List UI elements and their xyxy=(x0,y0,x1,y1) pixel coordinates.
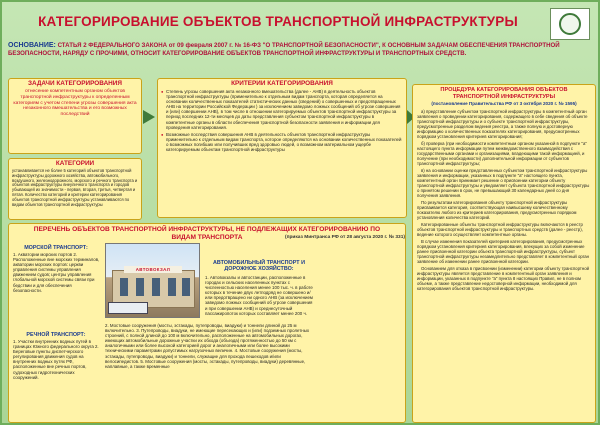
basis-block xyxy=(8,42,596,74)
criteria-list xyxy=(158,88,406,155)
sea-text: 1. Акватории морских портов 2. Расположенные вне морских терминалов, акватории морских портов: церкви управления системы управления движением судов; центры управления глобальной морской системы связи при бедствии и для обеспечения безопасности. xyxy=(13,252,100,293)
non-categorized-header: ПЕРЕЧЕНЬ ОБЪЕКТОВ ТРАНСПОРТНОЙ ИНФРАСТРУКТУРЫ, НЕ ПОДЛЕЖАЩИХ КАТЕГОРИРОВАНИЮ ПО ВИДАМ ТРАНСПОРТА xyxy=(33,226,381,241)
basis-lead: ОСНОВАНИЕ: xyxy=(8,42,56,49)
order-reference: (приказ Минтранса РФ от 28 августа 2020 г. № 331) xyxy=(284,235,405,240)
window-shape xyxy=(182,278,190,296)
basis-text: СТАТЬЯ 2 ФЕДЕРАЛЬНОГО ЗАКОНА от 09 февраля 2007 г. № 16-ФЗ "О ТРАНСПОРТНОЙ БЕЗОПАСНОСТИ", К ОСНОВНЫМ ЗАДАЧАМ ОБЕСПЕЧЕНИЯ ТРАНСПОРТНОЙ БЕЗОПАСНОСТИ, НАРЯДУ С ПРОЧИМИ, ОТНОСИТ КАТЕГОРИРОВАНИЕ ОБЪЕКТОВ ТРАНСПОРТНОЙ ИНФРАСТРУКТУРЫ И ТРАНСПОРТНЫХ СРЕДСТВ. xyxy=(8,42,560,57)
window-shape xyxy=(120,278,128,296)
categories-text: устанавливается не более 5 категорий объектов транспортной инфраструктуры дорожного хозяйства, автомобильного, воздушного, железнодорожного, морского и речного транспорта и объектов инфраструктуры внеуличного транспорта и городов убывающей их значимости - первая, вторая, третья, четвертая и пятая. Количество категорий и критерии категорирования объектов транспортной инфраструктуры устанавливаются по видам объектов транспортной инфраструктуры xyxy=(12,168,138,207)
tasks-text: отнесение компетентным органом объектов транспортной инфраструктуры к определенным категориям с учетом степени угрозы совершения акта незаконного вмешательства и его возможных последствий xyxy=(13,89,137,118)
categories-box xyxy=(8,158,142,220)
procedure-paragraph: Категорированные объекты транспортной инфраструктуры включаются в реестр объектов транспортной инфраструктуры и транспортных средств (далее - реестр), ведение которого осуществляет компетентные органы. xyxy=(417,222,583,238)
criteria-item: ● Возможные последствия совершения АНВ в деятельность объектов транспортной инфраструктуры применительно к отдельным видам транспорта, которое определяются на основании количественных показателей о возможных погибших или получивших вред здоровью людей, о возможном материальном ущербе категорируемым объектам транспортной инфраструктуры xyxy=(161,132,403,152)
window-shape xyxy=(168,278,176,296)
procedure-paragraph: Основанием для отказа в присвоении (изменении) категории объекту транспортной инфраструктуры является представление в компетентный орган заявления и информации, указанных в подпункте "а" пункта 8 настоящих Правил, не в полном объеме, а также представление недостоверной информации, необходимой для категорирования объектов транспортной инфраструктуры. xyxy=(417,266,589,292)
procedure-paragraph: в) на основании оценки представленных субъектом транспортной инфраструктуры заявления и информации, указанных в подпункте "а" настоящего пункта, компетентный орган принимает решение о присвоении категории объекту транспортной инфраструктуры и уведомляет субъекта транспортной инфраструктуры о принятом решении в срок, не превышающий 30 календарных дней со дня получения заявления. xyxy=(417,168,590,199)
procedure-paragraph: б) проверка (при необходимости компетентным органом указанной в подпункте "а" настоящего пункта информации путем межведомственного взаимодействия с государственными органами и организациями, владеющими такой информацией, и получение (при необходимости) дополнительной информации от субъектов транспортной инфраструктуры; xyxy=(417,141,587,167)
procedure-box xyxy=(412,84,596,423)
criteria-header: КРИТЕРИИ КАТЕГОРИРОВАНИЯ xyxy=(231,80,333,87)
criteria-item: ● Степень угрозы совершения акта незаконного вмешательства (далее - АНВ) в деятельность объектов транспортной инфраструктуры (применительно к отдельным видам транспорта, которая определяется на основании количественных показателей статистических данных (сведений) о совершенных и предотвращенных АНВ на территории Российской Федерации ) за исключением заведомо ложных сообщений об угрозе совершения и (или) совершении АНВ), в том числе в отношении категорируемых объектов транспортной инфраструктуры за период последних 12-ти месяцев до даты представления субъектом транспортной инфраструктуры в компетентные органы в области обеспечения транспортной безопасности заявления и информации для проведения категорирования. xyxy=(161,89,403,130)
auto-header: АВТОМОБИЛЬНЫЙ ТРАНСПОРТ И ДОРОЖНОЕ ХОЗЯЙСТВО: xyxy=(213,260,305,273)
bus-station-photo xyxy=(105,243,200,318)
logo xyxy=(550,8,590,40)
page-title: КАТЕГОРИРОВАНИЕ ОБЪЕКТОВ ТРАНСПОРТНОЙ ИНФРАСТРУКТУРЫ xyxy=(38,14,518,29)
procedure-header: ПРОЦЕДУРА КАТЕГОРИРОВАНИЯ ОБЪЕКТОВ ТРАНСПОРТНОЙ ИНФРАСТРУКТУРЫ xyxy=(440,87,568,100)
procedure-text xyxy=(413,108,595,294)
arrow-right-icon xyxy=(143,110,155,124)
procedure-paragraph: По результатам категорирования объекту транспортной инфраструктуры присваивается категория, соответствующая наивысшему количественному показателю любого из критериев категорирования, предусмотренных порядком установления количества категорий. xyxy=(417,200,577,221)
procedure-paragraph: а) представление субъектом транспортной инфраструктуры в компетентный орган заявления о проведении категорирования, содержащего в себе сведения об объекте транспортной инфраструктуры и о субъекте транспортной инфраструктуры, предусмотренные разделом ведения реестра, а также полную и достоверную информацию о количественных показателях категорирования, предусмотренных порядком установления критериев категорирования; xyxy=(417,109,588,140)
tasks-box xyxy=(8,78,142,154)
auto-text: 1. Автовокзалы и автостанции, расположенные в городах и сельских населенных пунктах с численностью населения менее 100 тыс. ч. в работе которых в течение двух летподряд не совершено и/или предотвращено ни одного АНВ (за исключением заведомо ложных сообщений об угрозе совершения и при совершении АНВ) и среднесуточный пассажиропоток которых составляет менее 200 ч. xyxy=(205,275,313,316)
emblem-icon xyxy=(559,13,581,35)
auto-text-continued: 2. Мостовые сооружения (мосты, эстакады, путепроводы, виадуки) и тоннели длиной до 25 м включительно. 3. Путепроводы, виадуки, не имеющие пересекающих и (или) подземных пролетных строений, с полной длиной до 100 м включительно, расположенные на автомобильных дорогах, имеющих автомобильные дорожные участки их обхода (объезда) протяженностью до 50 км с аналогичными или более высокой категорией дорог и аналогичными или более высокими техническими параметрами допустимых нагрузочных величин. 4. Мостовые сооружения (мосты, эстакады, путепроводы, виадуки) и тоннели, служащие для прохода пешеходов и/или велосипедистов. 5. Мостовые сооружения (мосты, эстакады, путепроводы, виадуки) деревянные, наплавные, а также временные xyxy=(105,323,310,369)
criteria-box xyxy=(157,78,407,218)
procedure-decree: (постановление Правительства РФ от 3 октября 2020 г. № 1595) xyxy=(431,101,577,107)
window-shape xyxy=(152,278,160,296)
procedure-paragraph: В случае изменения показателей критериев категорирования, предусмотренных порядком установления критериев категорирования, влекущих за собой изменение ранее присвоенной категории объекта транспортной инфраструктуры, субъект транспортной инфраструктуры незамедлительно представляет в компетентный орган заявление об изменении ранее присвоенной категории. xyxy=(417,239,590,265)
tasks-header: ЗАДАЧИ КАТЕГОРИРОВАНИЯ xyxy=(28,80,122,87)
river-header: РЕЧНОЙ ТРАНСПОРТ: xyxy=(26,332,86,338)
sea-header: МОРСКОЙ ТРАНСПОРТ: xyxy=(24,245,88,251)
non-categorized-box xyxy=(8,223,406,423)
bus-shape xyxy=(108,302,148,314)
categories-header: КАТЕГОРИИ xyxy=(55,160,95,167)
window-shape xyxy=(136,278,144,296)
river-text: 1. Участки внутренних водных путей в границах Южного федерального округа 2. Береговые пункты диспетчерского регулирования движения судов на внутренних водных путях РФ, расположенные вне речных портов, судоходных гидротехнических сооружений. xyxy=(13,339,99,380)
bus-station-sign: АВТОВОКЗАЛ xyxy=(124,266,182,273)
